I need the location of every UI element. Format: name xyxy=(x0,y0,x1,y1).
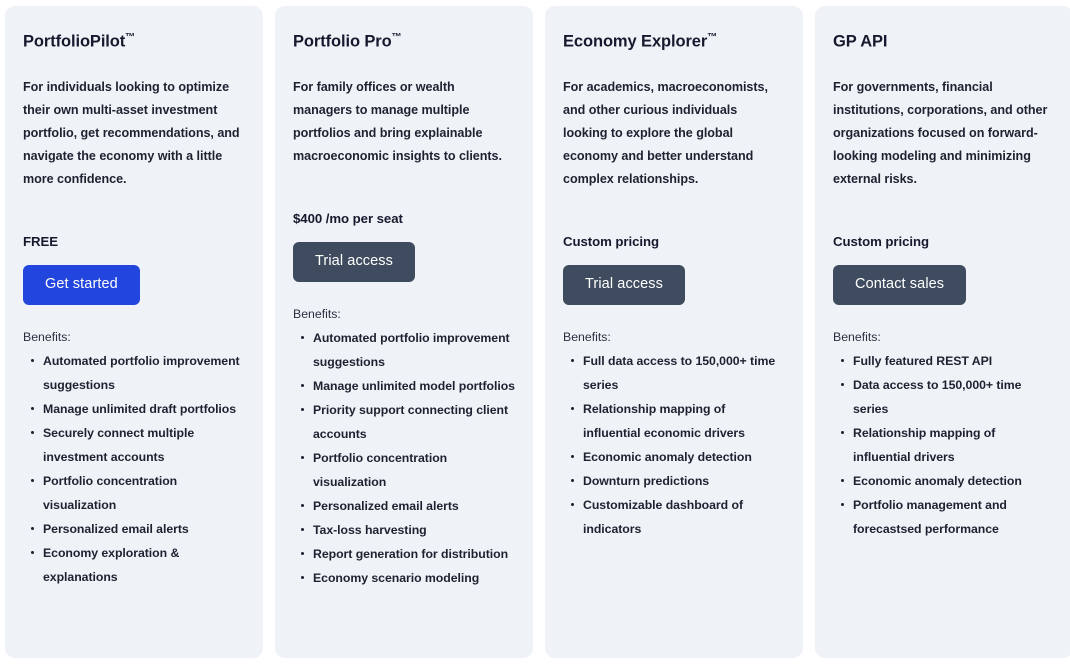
plan-price-slot xyxy=(293,168,515,226)
benefits-list xyxy=(293,327,515,591)
bullet-icon xyxy=(571,359,574,362)
benefit-text: Economy exploration & explanations xyxy=(43,545,180,584)
plan-card-gp-api xyxy=(815,6,1070,658)
bullet-icon xyxy=(841,383,844,386)
benefit-item xyxy=(293,495,515,519)
plan-title xyxy=(833,32,1055,52)
benefits-list xyxy=(563,350,785,542)
benefit-item xyxy=(833,470,1055,494)
benefit-item xyxy=(833,350,1055,374)
benefit-item xyxy=(23,470,245,518)
bullet-icon xyxy=(301,384,304,387)
bullet-icon xyxy=(301,456,304,459)
trademark-icon: ™ xyxy=(125,32,136,43)
trademark-icon: ™ xyxy=(707,32,718,43)
benefit-text: Economic anomaly detection xyxy=(583,449,752,464)
trial-access-button[interactable]: Trial access xyxy=(563,265,685,305)
benefits-label: Benefits: xyxy=(23,329,71,344)
benefit-text: Personalized email alerts xyxy=(43,521,189,536)
benefits-label: Benefits: xyxy=(833,329,881,344)
bullet-icon xyxy=(31,527,34,530)
benefit-item xyxy=(23,518,245,542)
plan-price: Custom pricing xyxy=(563,233,660,249)
bullet-icon xyxy=(301,576,304,579)
benefit-item xyxy=(563,446,785,470)
plan-cta-slot xyxy=(293,226,515,306)
benefit-item xyxy=(293,327,515,375)
plan-cta-slot xyxy=(833,249,1055,329)
benefit-item xyxy=(563,494,785,542)
bullet-icon xyxy=(571,479,574,482)
plan-description: For governments, financial institutions, corporations, and other organizations focused on forward-looking modeling and minimizing external risks. xyxy=(833,80,1048,186)
plan-card-portfoliopilot xyxy=(5,6,263,658)
benefit-item xyxy=(293,519,515,543)
benefits-label: Benefits: xyxy=(563,329,611,344)
plan-description: For family offices or wealth managers to manage multiple portfolios and bring explainable macroeconomic insights to clients. xyxy=(293,80,502,164)
benefit-text: Report generation for distribution xyxy=(313,546,509,561)
bullet-icon xyxy=(31,359,34,362)
benefit-text: Full data access to 150,000+ time series xyxy=(583,353,776,392)
bullet-icon xyxy=(301,336,304,339)
benefit-item xyxy=(293,567,515,591)
benefit-text: Customizable dashboard of indicators xyxy=(583,497,743,536)
bullet-icon xyxy=(841,359,844,362)
plan-title xyxy=(23,32,245,52)
bullet-icon xyxy=(31,479,34,482)
bullet-icon xyxy=(31,431,34,434)
benefit-text: Personalized email alerts xyxy=(313,498,459,513)
benefit-text: Automated portfolio improvement suggestions xyxy=(43,353,240,392)
benefit-item xyxy=(23,542,245,590)
benefit-text: Priority support connecting client accounts xyxy=(313,402,509,441)
benefit-item xyxy=(293,447,515,495)
bullet-icon xyxy=(31,551,34,554)
bullet-icon xyxy=(301,504,304,507)
plan-title-text: PortfolioPilot xyxy=(23,32,126,51)
plan-title-text: Economy Explorer xyxy=(563,32,708,51)
bullet-icon xyxy=(571,407,574,410)
bullet-icon xyxy=(301,408,304,411)
benefit-text: Relationship mapping of influential economic drivers xyxy=(583,401,745,440)
bullet-icon xyxy=(841,479,844,482)
benefit-item xyxy=(293,375,515,399)
benefit-text: Automated portfolio improvement suggestions xyxy=(313,331,510,370)
plan-description: For individuals looking to optimize their own multi-asset investment portfolio, get recommendations, and navigate the economy with a little more confidence. xyxy=(23,80,240,186)
benefit-item xyxy=(23,422,245,470)
benefit-text: Data access to 150,000+ time series xyxy=(853,377,1022,416)
bullet-icon xyxy=(571,455,574,458)
plan-price-slot xyxy=(563,191,785,249)
bullet-icon xyxy=(571,503,574,506)
benefit-item xyxy=(833,374,1055,422)
get-started-button[interactable]: Get started xyxy=(23,265,140,305)
benefit-text: Portfolio concentration visualization xyxy=(313,450,448,489)
plan-price-slot xyxy=(833,191,1055,249)
benefit-item xyxy=(293,543,515,567)
benefits-label: Benefits: xyxy=(293,306,341,321)
bullet-icon xyxy=(31,407,34,410)
bullet-icon xyxy=(841,503,844,506)
bullet-icon xyxy=(841,431,844,434)
benefit-text: Portfolio concentration visualization xyxy=(43,473,178,512)
plan-price-slot xyxy=(23,191,245,249)
plan-cta-slot xyxy=(23,249,245,329)
plan-price: FREE xyxy=(23,233,58,249)
benefit-item xyxy=(293,399,515,447)
plan-card-portfolio-pro xyxy=(275,6,533,658)
benefits-list xyxy=(23,350,245,590)
trial-access-button[interactable]: Trial access xyxy=(293,242,415,282)
benefit-text: Manage unlimited draft portfolios xyxy=(43,401,237,416)
bullet-icon xyxy=(301,528,304,531)
benefit-text: Manage unlimited model portfolios xyxy=(313,379,515,393)
plan-price: Custom pricing xyxy=(833,233,930,249)
benefit-item xyxy=(563,470,785,494)
benefit-text: Tax-loss harvesting xyxy=(313,522,427,537)
benefit-item xyxy=(23,398,245,422)
benefit-item xyxy=(23,350,245,398)
plan-price: $400 /mo per seat xyxy=(293,210,403,226)
benefit-text: Portfolio management and forecastsed performance xyxy=(853,497,1007,536)
plan-description: For academics, macroeconomists, and other curious individuals looking to explore the global economy and better understand complex relationships. xyxy=(563,80,768,186)
plan-title-text: Portfolio Pro xyxy=(293,32,392,51)
benefit-item xyxy=(563,398,785,446)
benefit-item xyxy=(833,422,1055,470)
benefit-text: Relationship mapping of influential drivers xyxy=(853,425,996,464)
benefit-item xyxy=(833,494,1055,542)
plan-title xyxy=(563,32,785,52)
contact-sales-button[interactable]: Contact sales xyxy=(833,265,966,305)
plan-cta-slot xyxy=(563,249,785,329)
plan-title xyxy=(293,32,515,52)
benefit-text: Economy scenario modeling xyxy=(313,570,480,585)
plan-card-economy-explorer xyxy=(545,6,803,658)
benefit-text: Fully featured REST API xyxy=(853,353,993,368)
benefit-text: Securely connect multiple investment accounts xyxy=(43,425,195,464)
benefit-item xyxy=(563,350,785,398)
benefit-text: Downturn predictions xyxy=(583,473,710,488)
plan-title-text: GP API xyxy=(833,32,888,51)
bullet-icon xyxy=(301,552,304,555)
benefits-list xyxy=(833,350,1055,542)
benefit-text: Economic anomaly detection xyxy=(853,473,1022,488)
trademark-icon: ™ xyxy=(391,32,402,43)
